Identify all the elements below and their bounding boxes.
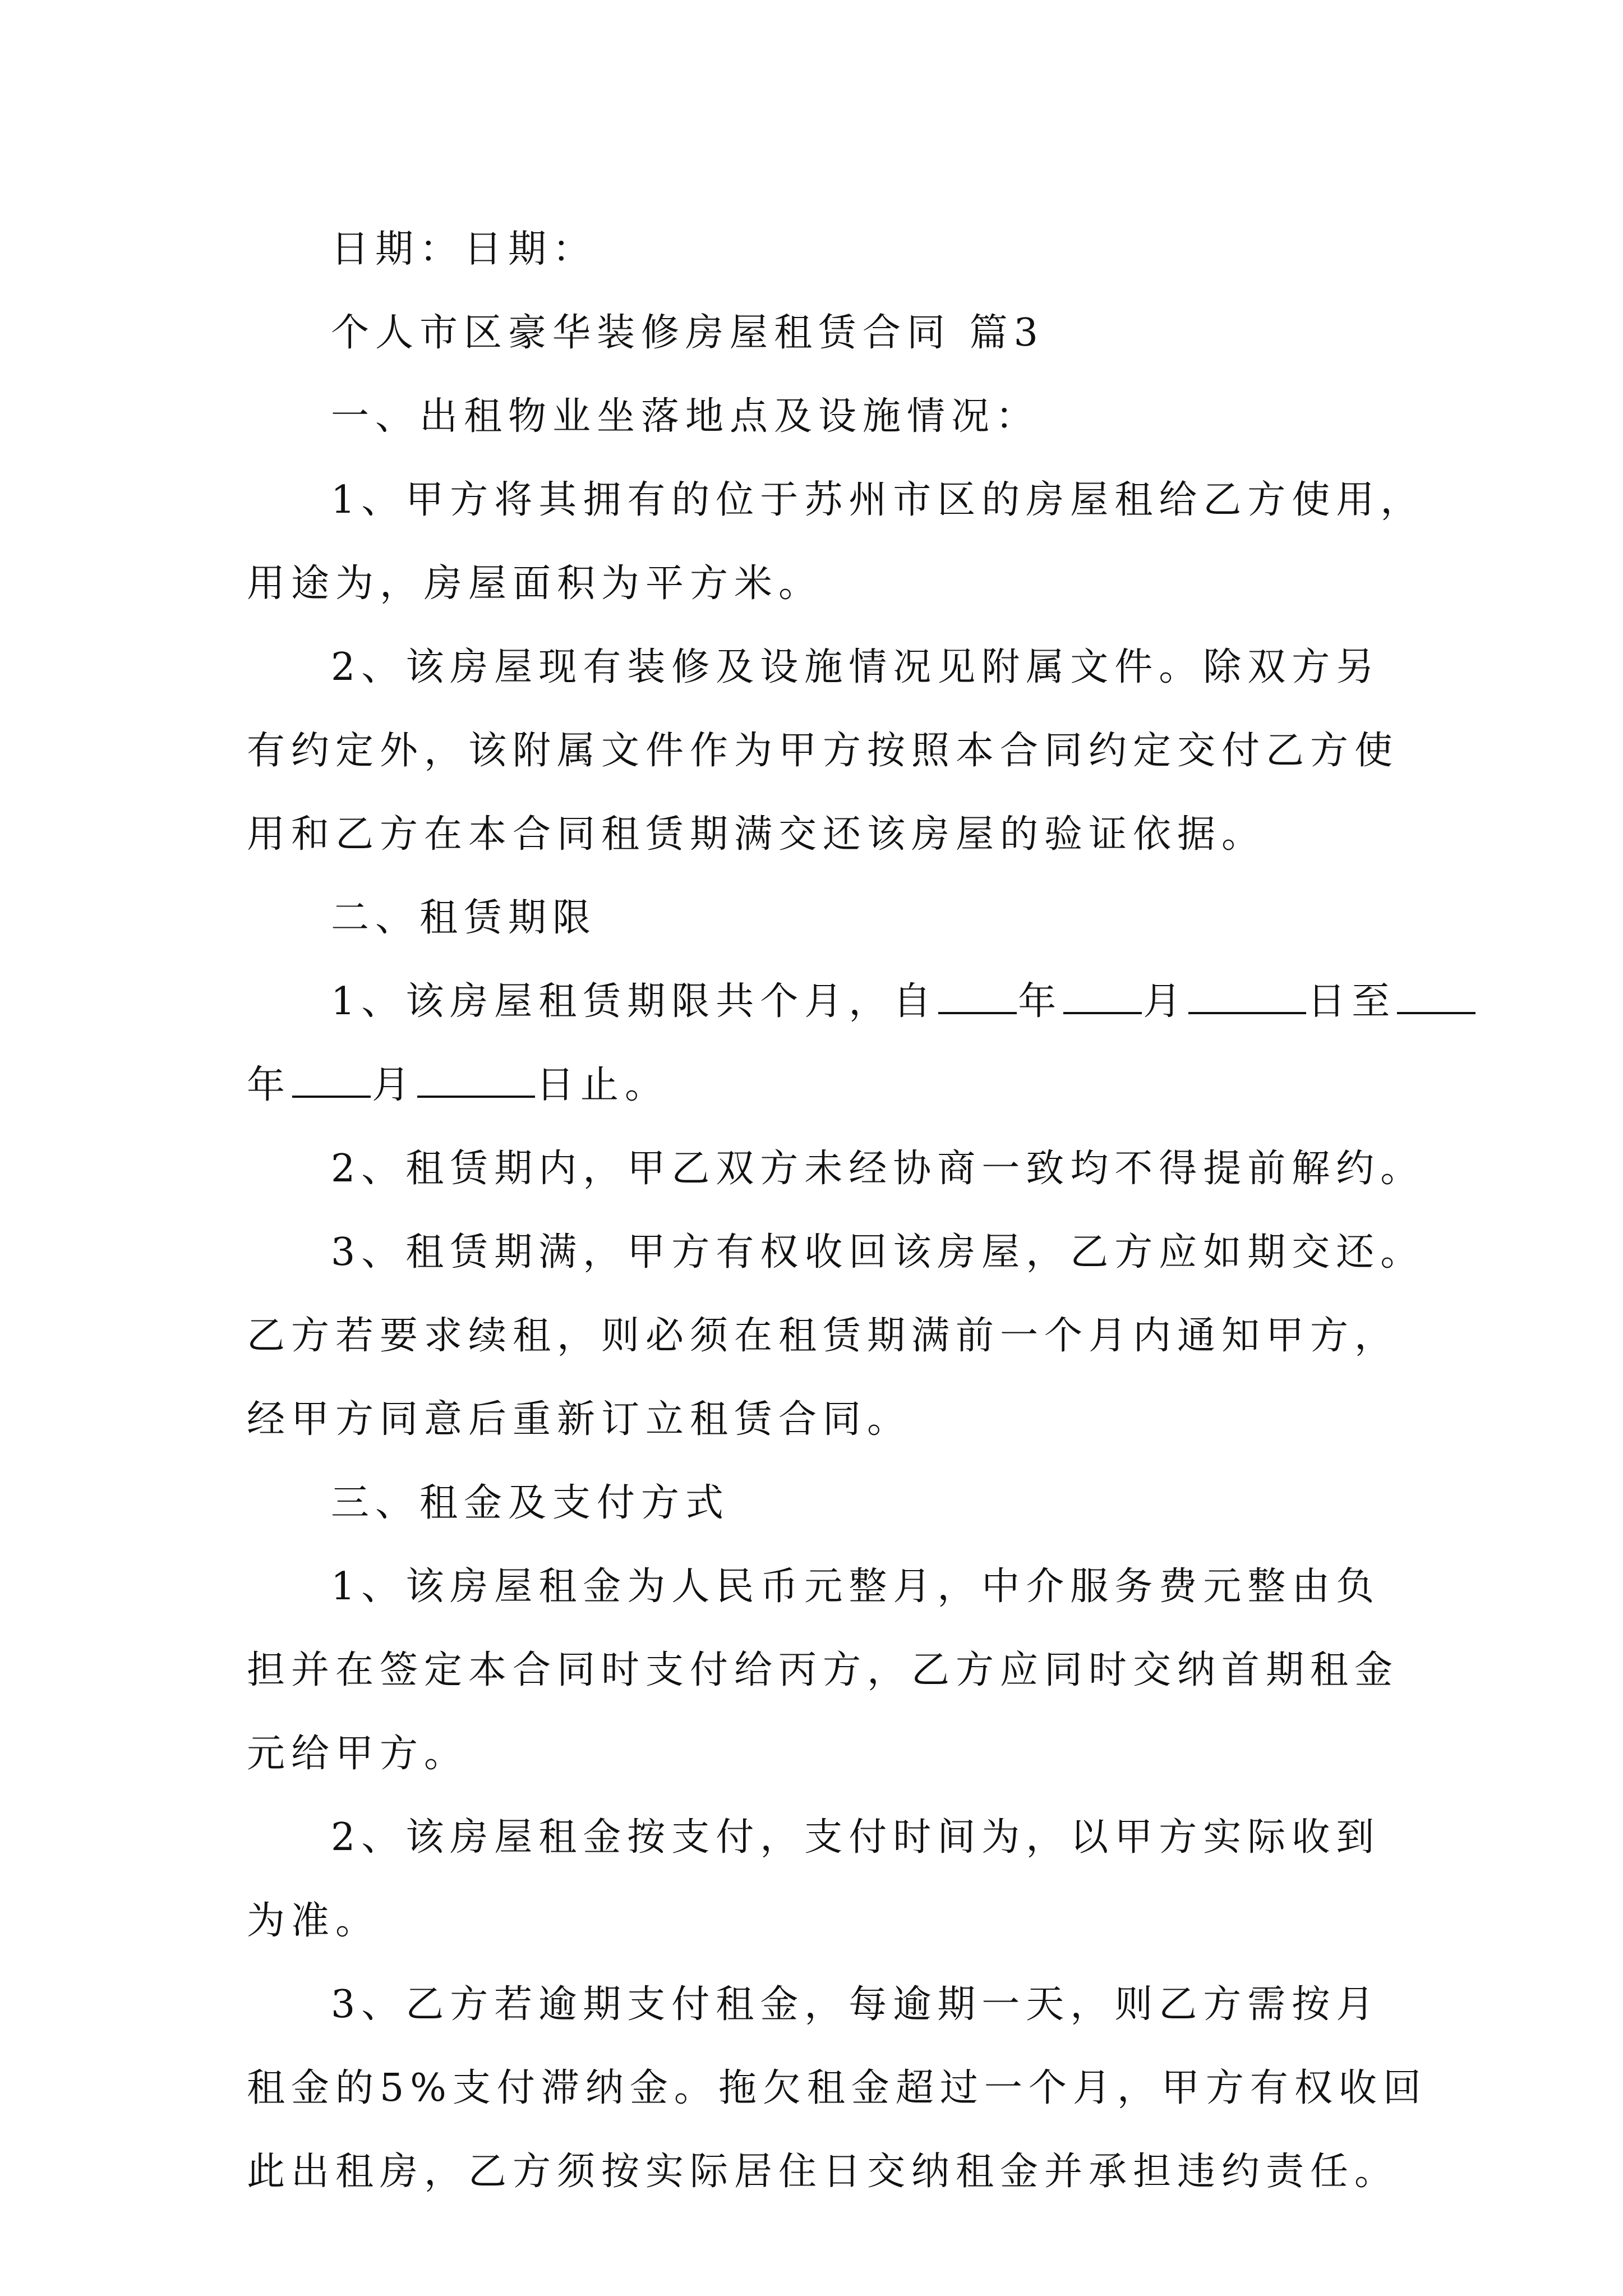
section-heading-1: 一、出租物业坐落地点及设施情况：: [331, 394, 1040, 439]
paragraph-line: 用和乙方在本合同租赁期满交还该房屋的验证依据。: [247, 812, 1266, 857]
paragraph-line: 担并在签定本合同时支付给丙方，乙方应同时交纳首期租金: [247, 1648, 1399, 1692]
paragraph-line: 用途为，房屋面积为平方米。: [247, 562, 823, 606]
blank-field: [1397, 978, 1476, 1014]
paragraph-line: 元给甲方。: [247, 1732, 469, 1776]
blank-field: [1063, 978, 1142, 1014]
paragraph-line: 2、该房屋租金按支付，支付时间为，以甲方实际收到: [331, 1815, 1381, 1860]
month-label: 月: [372, 1063, 417, 1107]
paragraph-line: 有约定外，该附属文件作为甲方按照本合同约定交付乙方使: [247, 729, 1399, 773]
blank-field: [417, 1062, 535, 1098]
paragraph-line: 3、乙方若逾期支付租金，每逾期一天，则乙方需按月: [331, 1982, 1381, 2027]
blank-field: [292, 1062, 371, 1098]
paragraph-line: 租金的5%支付滞纳金。拖欠租金超过一个月，甲方有权收回: [247, 2066, 1427, 2110]
lease-term-line-2: [247, 1043, 1391, 1127]
paragraph-line: 此出租房，乙方须按实际居住日交纳租金并承担违约责任。: [247, 2150, 1399, 2194]
paragraph-line: 乙方若要求续租，则必须在租赁期满前一个月内通知甲方，: [247, 1314, 1399, 1358]
section-heading-3: 三、租金及支付方式: [331, 1481, 730, 1525]
blank-field: [1188, 978, 1306, 1014]
date-line: 日期：日期：: [331, 227, 597, 272]
month-label: 月: [1143, 979, 1188, 1024]
year-label: 年: [247, 1063, 292, 1107]
lease-term-line: [247, 960, 1396, 1043]
day-to-label: 日至: [1307, 979, 1396, 1024]
paragraph-line: 2、该房屋现有装修及设施情况见附属文件。除双方另: [331, 645, 1381, 689]
lease-term-text: 1、该房屋租赁期限共个月，自: [331, 979, 938, 1024]
day-end-label: 日止。: [536, 1063, 670, 1107]
paragraph-line: 为准。: [247, 1899, 380, 1943]
paragraph-line: 2、租赁期内，甲乙双方未经协商一致均不得提前解约。: [331, 1147, 1425, 1191]
paragraph-line: 3、租赁期满，甲方有权收回该房屋，乙方应如期交还。: [331, 1230, 1425, 1274]
blank-field: [938, 978, 1017, 1014]
year-label: 年: [1018, 979, 1063, 1024]
document-body: [247, 208, 1427, 2214]
paragraph-line: 1、该房屋租金为人民币元整月，中介服务费元整由负: [331, 1565, 1381, 1609]
paragraph-line: 1、甲方将其拥有的位于苏州市区的房屋租给乙方使用，: [331, 478, 1425, 522]
contract-title: 个人市区豪华装修房屋租赁合同 篇3: [331, 311, 1044, 355]
section-heading-2: 二、租赁期限: [331, 896, 597, 940]
paragraph-line: 经甲方同意后重新订立租赁合同。: [247, 1397, 912, 1442]
